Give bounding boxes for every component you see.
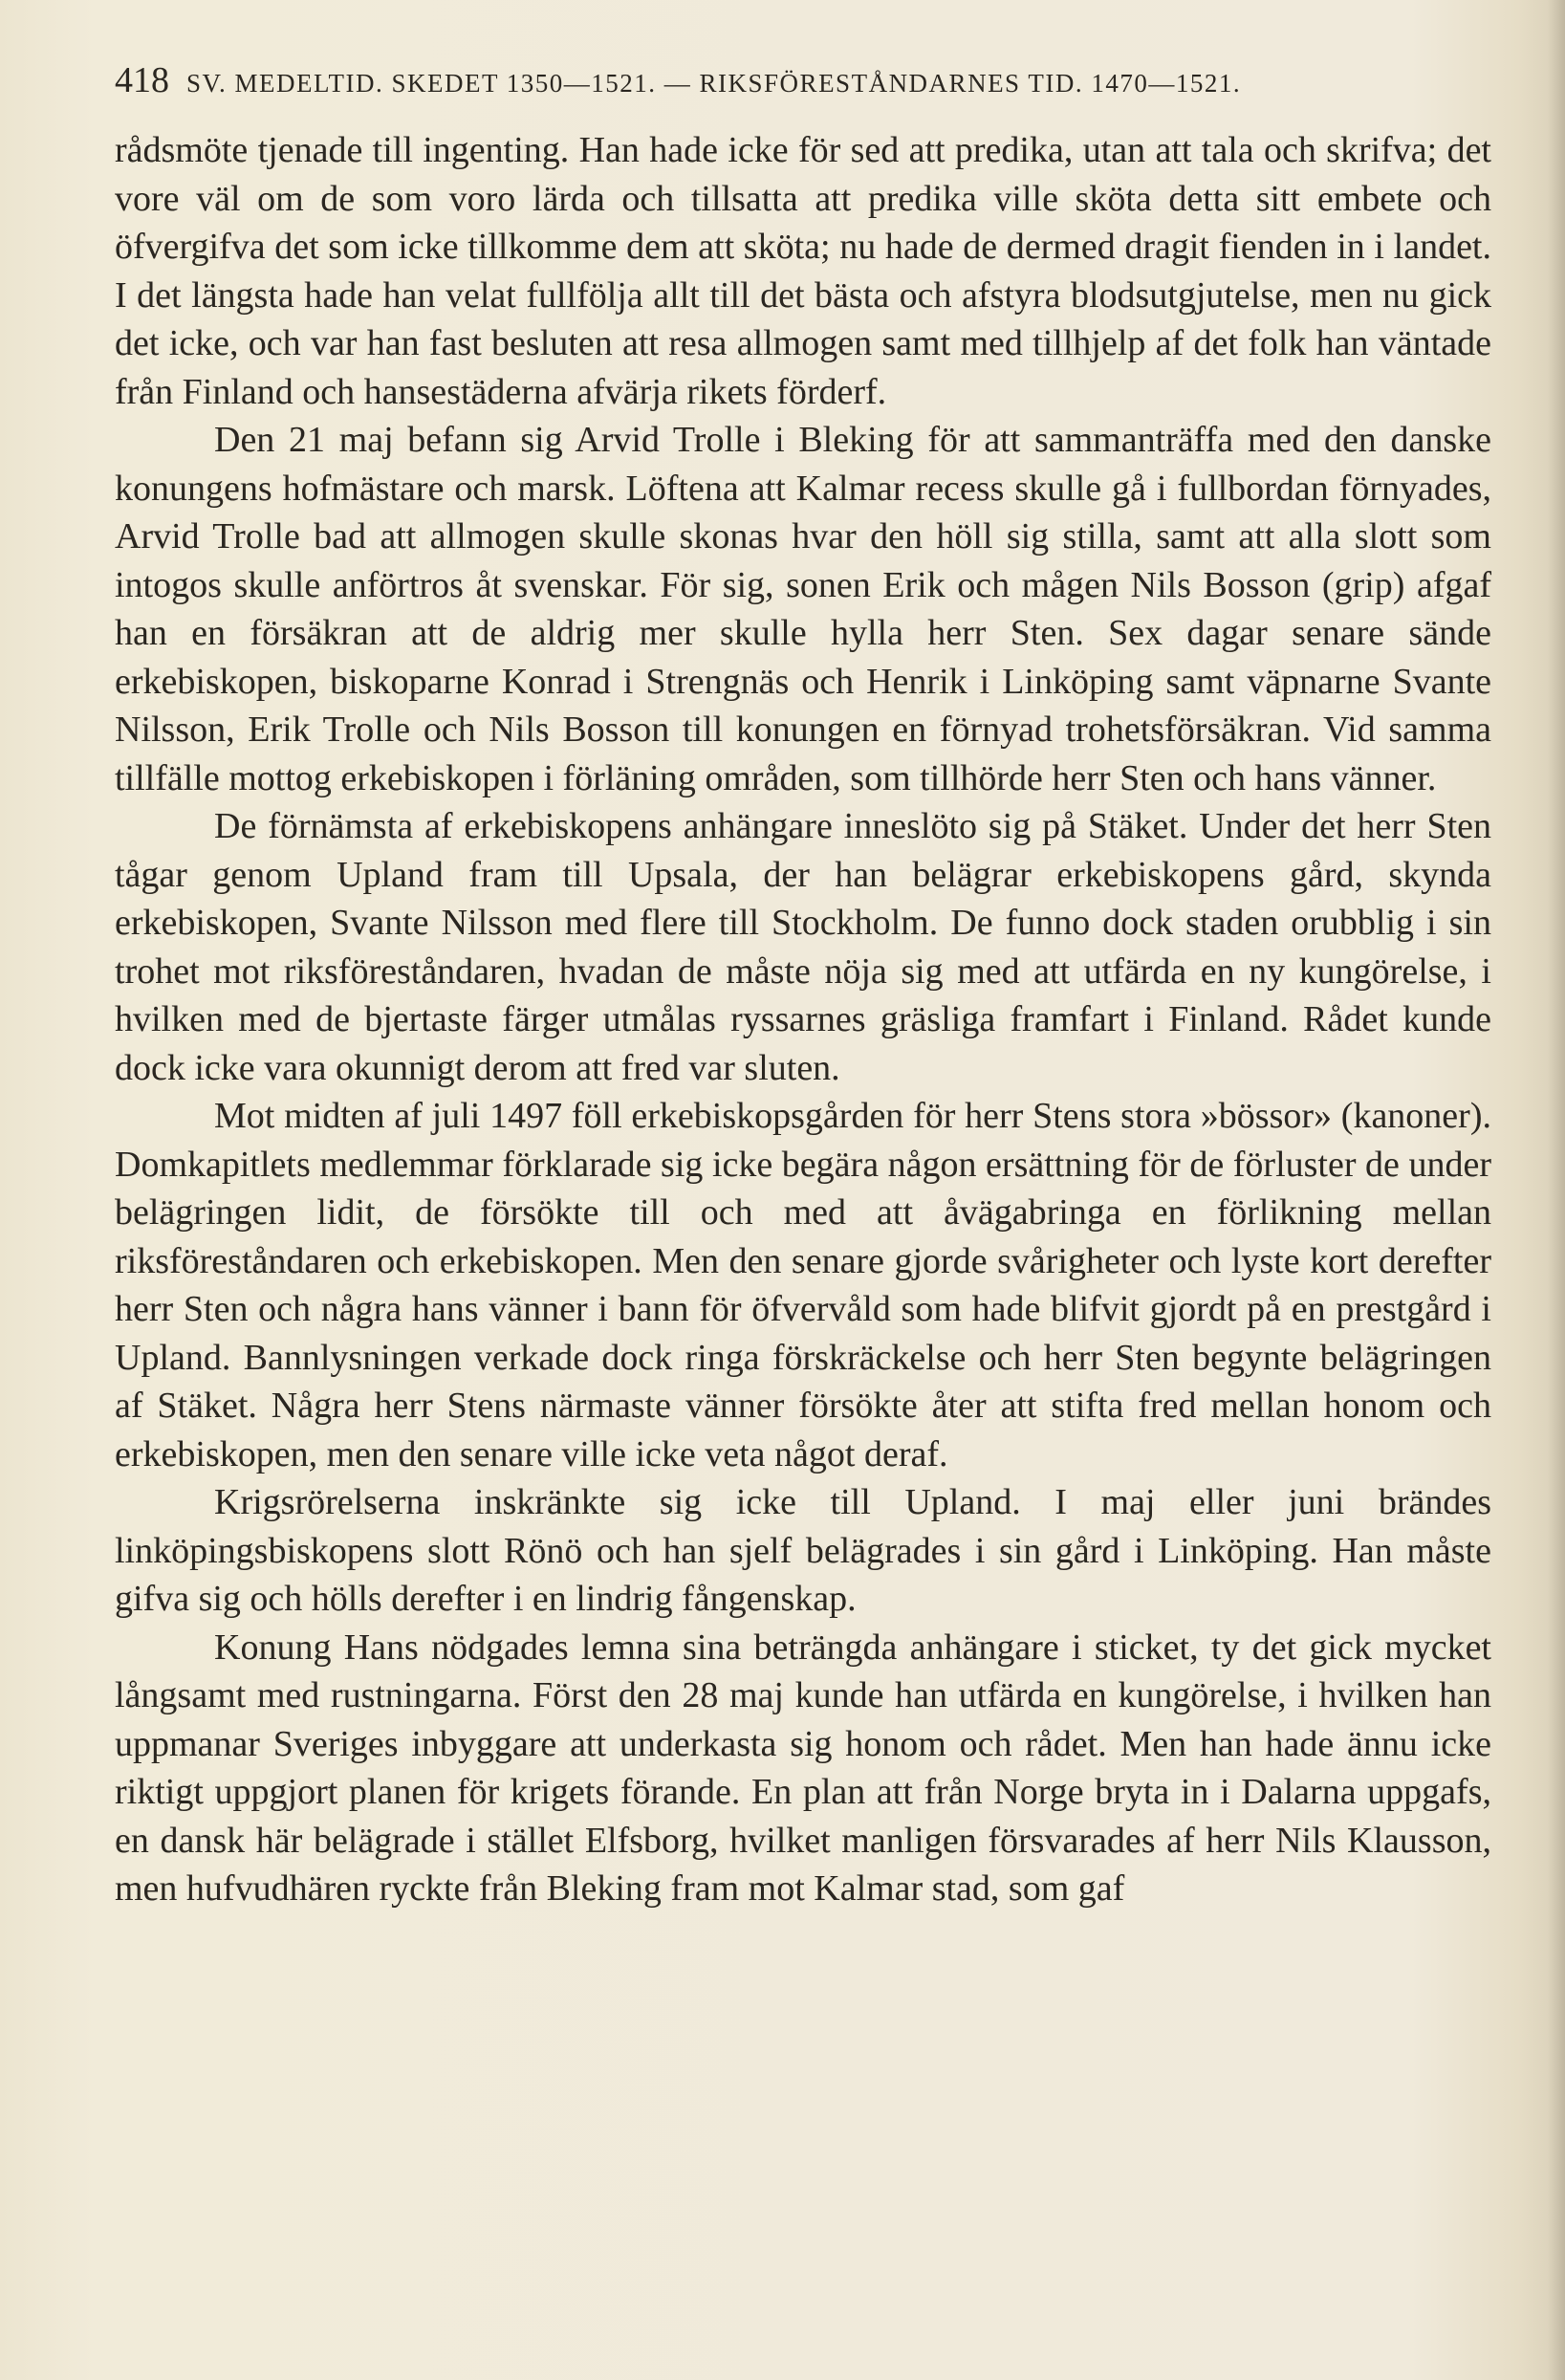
page-edge-shadow [1548,0,1565,2380]
paragraph-4: Mot midten af juli 1497 föll erkebiskopsgården för herr Stens stora »bössor» (kanoner). Domkapitlets medlemmar förklarade sig icke begära någon ersättning för de förluster de under belägringen lidit, de försökte till och med att åvägabringa en förlikning mellan riksföreståndaren och erkebiskopen. Men den senare gjorde svårigheter och lyste kort derefter herr Sten och några hans vänner i bann för öfvervåld som hade blifvit gjordt på en prestgård i Upland. Bannlysningen verkade dock ringa förskräckelse och herr Sten begynte belägringen af Stäket. Några herr Stens närmaste vänner försökte åter att stifta fred mellan honom och erkebiskopen, men den senare ville icke veta något deraf. [115,1096,1491,1474]
paragraph-5: Krigsrörelserna inskränkte sig icke till Upland. I maj eller juni brändes linköpingsbiskopens slott Rönö och han sjelf belägrades i sin gård i Linköping. Han måste gifva sig och hölls derefter i en lindrig fångenskap. [115,1482,1491,1619]
body-text [115,126,1491,1913]
page-number: 418 [115,60,169,100]
running-header [115,59,1491,105]
paragraph-6: Konung Hans nödgades lemna sina beträngda anhängare i sticket, ty det gick mycket långsamt med rustningarna. Först den 28 maj kunde han utfärda en kungörelse, i hvilken han uppmanar Sveriges inbyggare att underkasta sig honom och rådet. Men han hade ännu icke riktigt uppgjort planen för krigets förande. En plan att från Norge bryta in i Dalarna uppgafs, en dansk här belägrade i stället Elfsborg, hvilket manligen försvarades af herr Nils Klausson, men hufvudhären ryckte från Bleking fram mot Kalmar stad, som gaf [115,1627,1491,1909]
paragraph-3: De förnämsta af erkebiskopens anhängare inneslöto sig på Stäket. Under det herr Sten tågar genom Upland fram till Upsala, der han belägrar erkebiskopens gård, skynda erkebiskopen, Svante Nilsson med flere till Stockholm. De funno dock staden orubblig i sin trohet mot riksföreståndaren, hvadan de måste nöja sig med att utfärda en ny kungörelse, i hvilken med de bjertaste färger utmålas ryssarnes gräsliga framfart i Finland. Rådet kunde dock icke vara okunnigt derom att fred var sluten. [115,806,1491,1088]
paragraph-2: Den 21 maj befann sig Arvid Trolle i Bleking för att sammanträffa med den danske konungens hofmästare och marsk. Löftena att Kalmar recess skulle gå i fullbordan förnyades, Arvid Trolle bad att allmogen skulle skonas hvar den höll sig stilla, samt att alla slott som intogos skulle anförtros åt svenskar. För sig, sonen Erik och mågen Nils Bosson (grip) afgaf han en försäkran att de aldrig mer skulle hylla herr Sten. Sex dagar senare sände erkebiskopen, biskoparne Konrad i Strengnäs och Henrik i Linköping samt väpnarne Svante Nilsson, Erik Trolle och Nils Bosson till konungen en förnyad trohetsförsäkran. Vid samma tillfälle mottog erkebiskopen i förläning områden, som tillhörde herr Sten och hans vänner. [115,420,1491,798]
paragraph-1: rådsmöte tjenade till ingenting. Han hade icke för sed att predika, utan att tala och skrifva; det vore väl om de som voro lärda och tillsatta att predika ville sköta detta sitt embete och öfvergifva det som icke tillkomme dem att sköta; nu hade de dermed dragit fienden in i landet. I det längsta hade han velat fullfölja allt till det bästa och afstyra blodsutgjutelse, men nu gick det icke, och var han fast besluten att resa allmogen samt med tillhjelp af det folk han väntade från Finland och hansestäderna afvärja rikets förderf. [115,130,1491,412]
running-title: SV. MEDELTID. SKEDET 1350—1521. — RIKSFÖRESTÅNDARNES TID. 1470—1521. [186,69,1242,98]
